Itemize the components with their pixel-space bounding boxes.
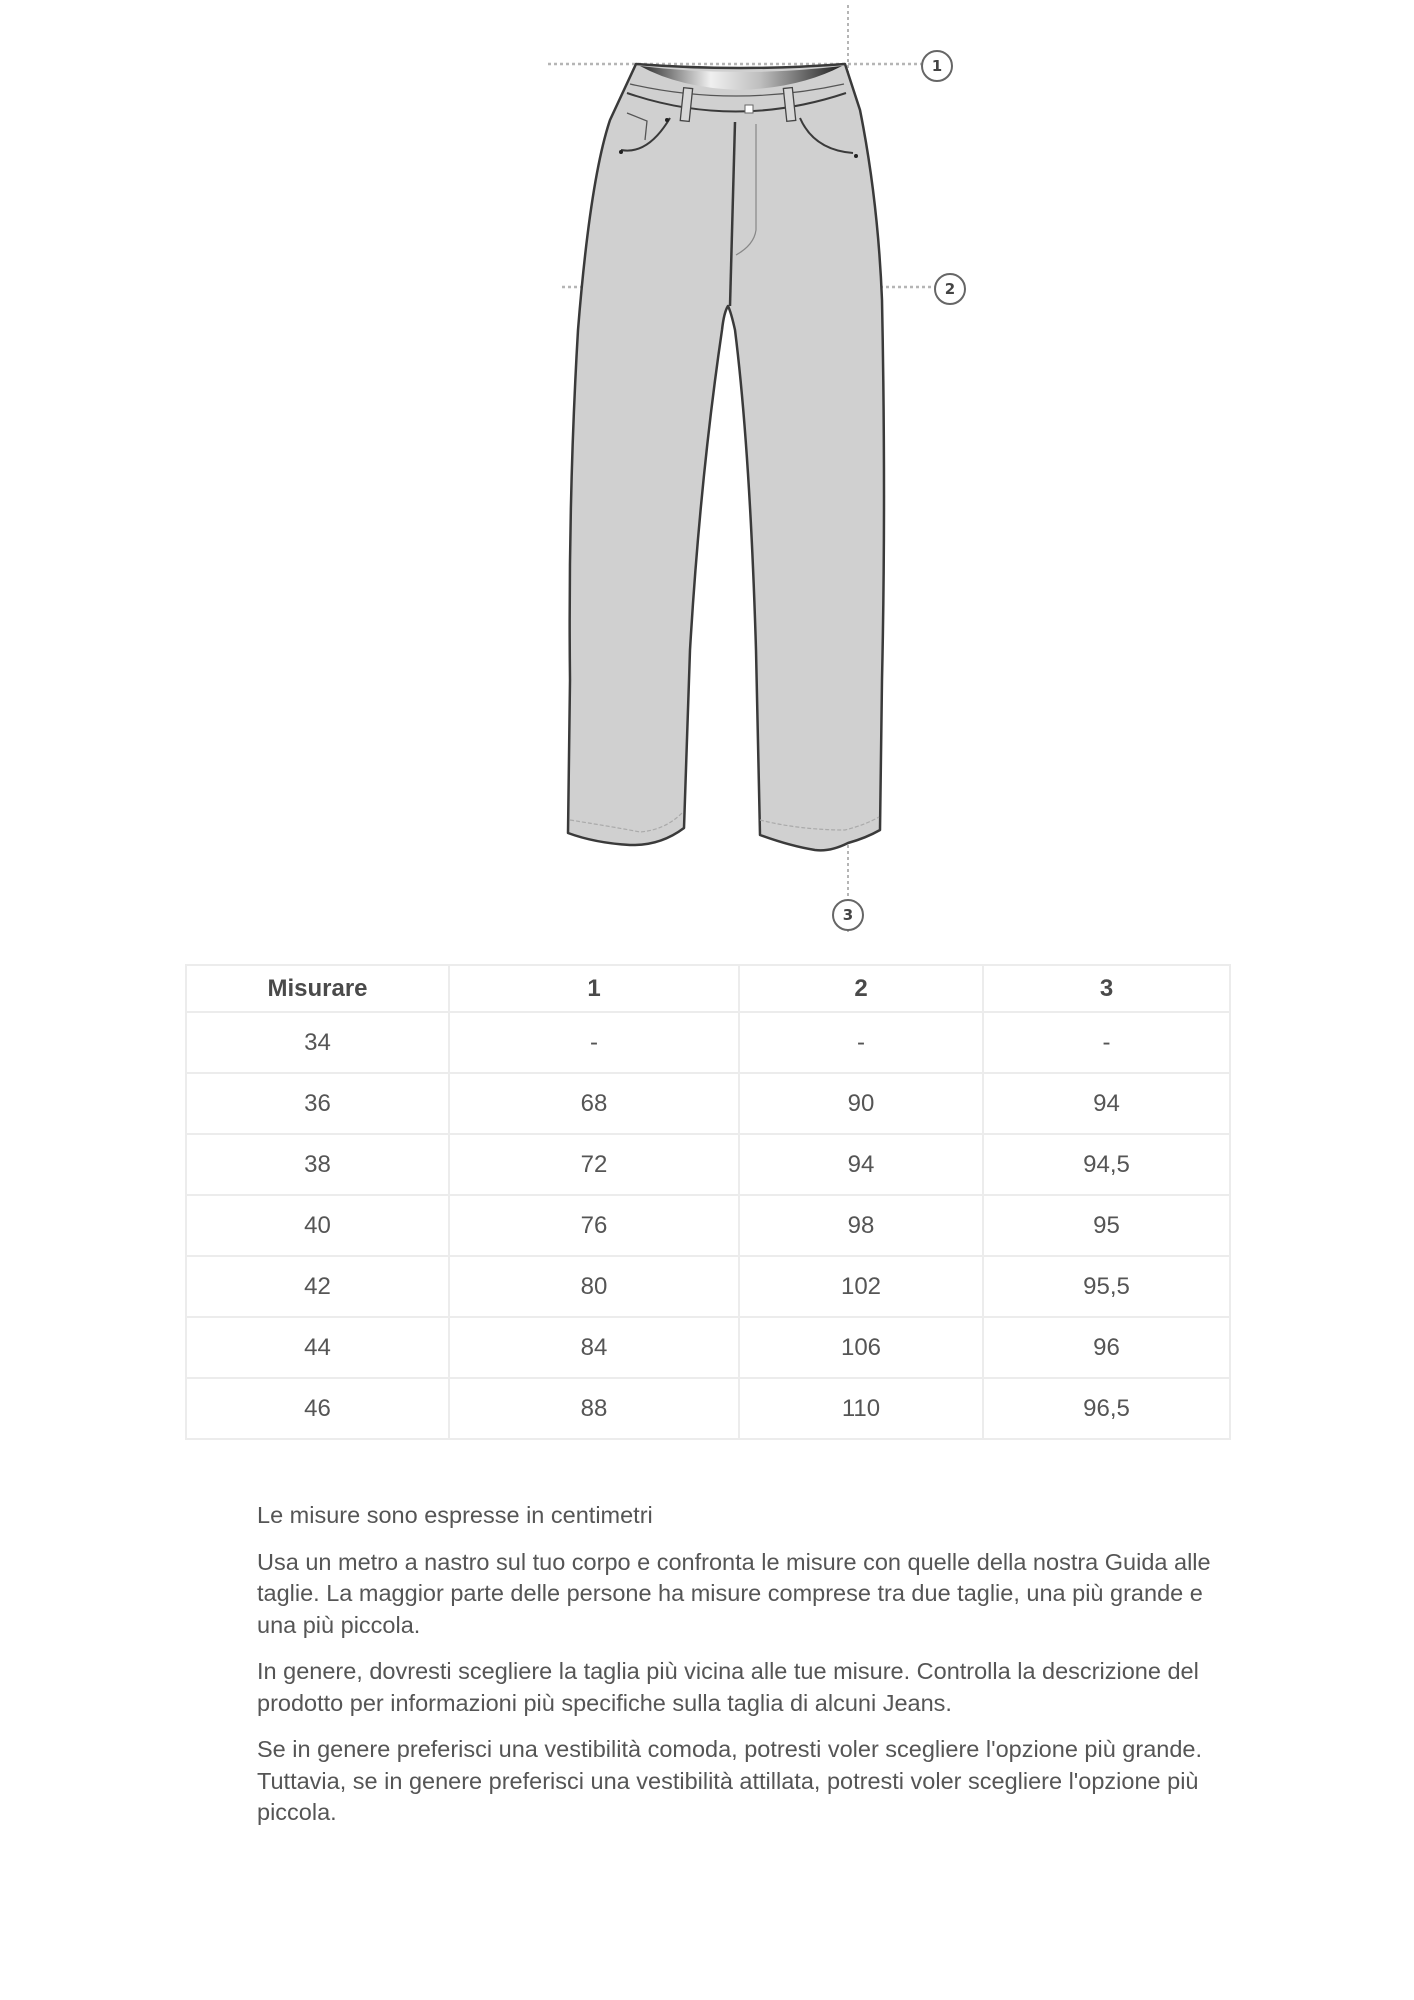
measurement-cell: - bbox=[983, 1012, 1230, 1073]
measurement-cell: 96,5 bbox=[983, 1378, 1230, 1439]
header-2: 2 bbox=[739, 965, 983, 1012]
pants-outline bbox=[568, 64, 884, 850]
table-row bbox=[186, 1378, 1230, 1439]
measurement-cell: 110 bbox=[739, 1378, 983, 1439]
size-cell: 40 bbox=[186, 1195, 449, 1256]
table-row bbox=[186, 1195, 1230, 1256]
size-cell: 36 bbox=[186, 1073, 449, 1134]
measurement-cell: 98 bbox=[739, 1195, 983, 1256]
header-measure: Misurare bbox=[186, 965, 449, 1012]
table-row bbox=[186, 1256, 1230, 1317]
jeans-measurement-diagram bbox=[0, 0, 1414, 950]
table-row bbox=[186, 1073, 1230, 1134]
measurement-cell: 72 bbox=[449, 1134, 739, 1195]
marker-2-label: 2 bbox=[944, 280, 956, 298]
measurement-cell: 95 bbox=[983, 1195, 1230, 1256]
measurement-cell: - bbox=[449, 1012, 739, 1073]
measurement-cell: 94,5 bbox=[983, 1134, 1230, 1195]
marker-1-label: 1 bbox=[931, 57, 943, 75]
header-1: 1 bbox=[449, 965, 739, 1012]
measurement-cell: 68 bbox=[449, 1073, 739, 1134]
note-fit: Se in genere preferisci una vestibilità comoda, potresti voler scegliere l'opzione più grande. Tuttavia, se in genere preferisci una vestibilità attillata, potresti voler scegliere l'opzione più piccola. bbox=[257, 1736, 1203, 1825]
size-cell: 46 bbox=[186, 1378, 449, 1439]
rivet bbox=[619, 150, 623, 154]
measurement-cell: 95,5 bbox=[983, 1256, 1230, 1317]
header-3: 3 bbox=[983, 965, 1230, 1012]
table-row bbox=[186, 1012, 1230, 1073]
marker-2 bbox=[935, 274, 965, 304]
marker-1 bbox=[922, 51, 952, 81]
measurement-cell: 106 bbox=[739, 1317, 983, 1378]
measurement-cell: 96 bbox=[983, 1317, 1230, 1378]
marker-3 bbox=[833, 900, 863, 930]
button-icon bbox=[745, 105, 753, 113]
size-cell: 42 bbox=[186, 1256, 449, 1317]
note-choose: In genere, dovresti scegliere la taglia più vicina alle tue misure. Controlla la descrizione del prodotto per informazioni più specifiche sulla taglia di alcuni Jeans. bbox=[257, 1658, 1199, 1716]
table-row bbox=[186, 1317, 1230, 1378]
measurement-cell: 102 bbox=[739, 1256, 983, 1317]
measurement-cell: 80 bbox=[449, 1256, 739, 1317]
size-cell: 38 bbox=[186, 1134, 449, 1195]
measurement-cell: 84 bbox=[449, 1317, 739, 1378]
measurement-cell: 94 bbox=[739, 1134, 983, 1195]
table-header-row bbox=[186, 965, 1230, 1012]
measurement-cell: 90 bbox=[739, 1073, 983, 1134]
size-table bbox=[185, 964, 1231, 1440]
rivet bbox=[854, 154, 858, 158]
note-measure: Usa un metro a nastro sul tuo corpo e confronta le misure con quelle della nostra Guida alle taglie. La maggior parte delle persone ha misure comprese tra due taglie, una più grande e una più piccola. bbox=[257, 1548, 1211, 1638]
rivet bbox=[665, 118, 669, 122]
measurement-cell: 94 bbox=[983, 1073, 1230, 1134]
size-cell: 44 bbox=[186, 1317, 449, 1378]
size-cell: 34 bbox=[186, 1012, 449, 1073]
size-notes bbox=[257, 1500, 1237, 1844]
marker-3-label: 3 bbox=[842, 906, 854, 924]
note-units: Le misure sono espresse in centimetri bbox=[257, 1502, 653, 1528]
measurement-cell: 88 bbox=[449, 1378, 739, 1439]
measurement-cell: 76 bbox=[449, 1195, 739, 1256]
table-row bbox=[186, 1134, 1230, 1195]
measurement-cell: - bbox=[739, 1012, 983, 1073]
